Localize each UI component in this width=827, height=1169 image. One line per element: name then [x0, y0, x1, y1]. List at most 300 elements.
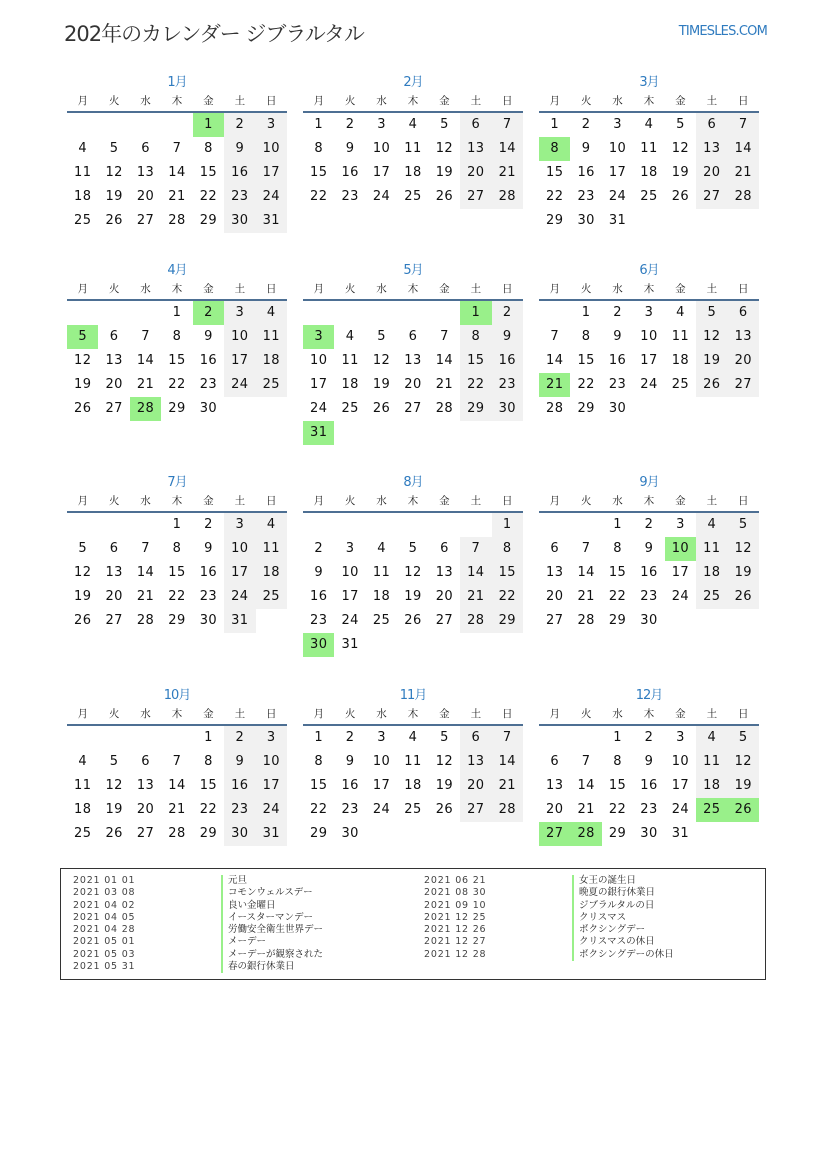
- day-cell[interactable]: 24: [310, 401, 328, 416]
- day-cell[interactable]: 27: [546, 613, 564, 628]
- day-cell[interactable]: 20: [136, 802, 155, 817]
- day-cell[interactable]: 4: [78, 141, 88, 156]
- day-cell[interactable]: 23: [640, 802, 658, 817]
- day-cell[interactable]: 22: [608, 589, 627, 604]
- day-cell[interactable]: 15: [310, 165, 328, 180]
- day-cell[interactable]: 14: [168, 778, 186, 793]
- day-cell[interactable]: 12: [696, 325, 727, 349]
- day-cell[interactable]: 24: [372, 802, 391, 817]
- holiday-day-cell[interactable]: 3: [303, 325, 334, 349]
- day-cell[interactable]: 15: [168, 353, 186, 368]
- day-cell[interactable]: 22: [199, 189, 218, 204]
- day-cell[interactable]: 25: [256, 585, 287, 609]
- day-cell[interactable]: 18: [74, 802, 92, 817]
- day-cell[interactable]: 13: [546, 778, 564, 793]
- day-cell[interactable]: 16: [199, 353, 218, 368]
- day-cell[interactable]: 10: [372, 754, 391, 769]
- day-cell[interactable]: 9: [345, 141, 355, 156]
- holiday-day-cell[interactable]: 30: [303, 633, 334, 657]
- day-cell[interactable]: 4: [696, 513, 727, 537]
- day-cell[interactable]: 17: [256, 774, 287, 798]
- day-cell[interactable]: 25: [696, 585, 727, 609]
- day-cell[interactable]: 14: [546, 353, 564, 368]
- day-cell[interactable]: 17: [372, 778, 391, 793]
- day-cell[interactable]: 6: [696, 113, 727, 137]
- day-cell[interactable]: 11: [372, 565, 391, 580]
- day-cell[interactable]: 12: [728, 750, 759, 774]
- day-cell[interactable]: 16: [577, 165, 595, 180]
- day-cell[interactable]: 19: [696, 349, 727, 373]
- day-cell[interactable]: 21: [136, 377, 155, 392]
- day-cell[interactable]: 16: [640, 778, 658, 793]
- day-cell[interactable]: 29: [199, 826, 218, 841]
- day-cell[interactable]: 25: [256, 373, 287, 397]
- day-cell[interactable]: 10: [608, 141, 627, 156]
- day-cell[interactable]: 15: [608, 565, 627, 580]
- day-cell[interactable]: 26: [435, 802, 454, 817]
- day-cell[interactable]: 23: [199, 589, 218, 604]
- day-cell[interactable]: 26: [435, 189, 454, 204]
- holiday-day-cell[interactable]: 28: [130, 397, 161, 421]
- day-cell[interactable]: 13: [136, 778, 155, 793]
- day-cell[interactable]: 10: [341, 565, 359, 580]
- day-cell[interactable]: 12: [404, 565, 422, 580]
- day-cell[interactable]: 9: [345, 754, 355, 769]
- day-cell[interactable]: 2: [581, 117, 591, 132]
- day-cell[interactable]: 29: [608, 826, 627, 841]
- day-cell[interactable]: 8: [172, 541, 182, 556]
- day-cell[interactable]: 8: [460, 325, 491, 349]
- day-cell[interactable]: 10: [256, 137, 287, 161]
- day-cell[interactable]: 27: [460, 185, 491, 209]
- day-cell[interactable]: 20: [696, 161, 727, 185]
- day-cell[interactable]: 6: [440, 541, 449, 556]
- day-cell[interactable]: 6: [141, 754, 150, 769]
- day-cell[interactable]: 14: [435, 353, 454, 368]
- day-cell[interactable]: 1: [204, 730, 213, 745]
- day-cell[interactable]: 24: [256, 798, 287, 822]
- day-cell[interactable]: 9: [204, 329, 213, 344]
- day-cell[interactable]: 3: [676, 730, 685, 745]
- day-cell[interactable]: 30: [341, 826, 359, 841]
- day-cell[interactable]: 15: [460, 349, 491, 373]
- holiday-day-cell[interactable]: 27: [539, 822, 570, 846]
- day-cell[interactable]: 5: [109, 141, 119, 156]
- day-cell[interactable]: 8: [204, 141, 213, 156]
- day-cell[interactable]: 15: [608, 778, 627, 793]
- day-cell[interactable]: 7: [141, 541, 150, 556]
- day-cell[interactable]: 22: [546, 189, 564, 204]
- day-cell[interactable]: 24: [341, 613, 359, 628]
- day-cell[interactable]: 28: [492, 185, 523, 209]
- day-cell[interactable]: 13: [460, 137, 491, 161]
- day-cell[interactable]: 19: [372, 377, 391, 392]
- day-cell[interactable]: 28: [136, 613, 155, 628]
- day-cell[interactable]: 24: [224, 373, 255, 397]
- day-cell[interactable]: 1: [172, 517, 182, 532]
- holiday-day-cell[interactable]: 28: [570, 822, 601, 846]
- day-cell[interactable]: 3: [256, 726, 287, 750]
- day-cell[interactable]: 16: [310, 589, 328, 604]
- day-cell[interactable]: 25: [404, 802, 422, 817]
- day-cell[interactable]: 31: [341, 637, 359, 652]
- day-cell[interactable]: 7: [172, 141, 182, 156]
- day-cell[interactable]: 1: [492, 513, 523, 537]
- day-cell[interactable]: 16: [199, 565, 218, 580]
- day-cell[interactable]: 10: [640, 329, 658, 344]
- day-cell[interactable]: 28: [168, 826, 186, 841]
- day-cell[interactable]: 4: [377, 541, 386, 556]
- day-cell[interactable]: 20: [460, 774, 491, 798]
- day-cell[interactable]: 21: [492, 774, 523, 798]
- day-cell[interactable]: 1: [613, 730, 622, 745]
- day-cell[interactable]: 30: [608, 401, 627, 416]
- day-cell[interactable]: 6: [141, 141, 150, 156]
- holiday-day-cell[interactable]: 2: [193, 301, 224, 325]
- holiday-day-cell[interactable]: 5: [67, 325, 98, 349]
- day-cell[interactable]: 18: [341, 377, 359, 392]
- day-cell[interactable]: 22: [460, 373, 491, 397]
- day-cell[interactable]: 20: [546, 802, 564, 817]
- day-cell[interactable]: 3: [676, 517, 685, 532]
- day-cell[interactable]: 21: [168, 802, 186, 817]
- day-cell[interactable]: 5: [728, 513, 759, 537]
- day-cell[interactable]: 9: [224, 137, 255, 161]
- day-cell[interactable]: 7: [492, 113, 523, 137]
- day-cell[interactable]: 22: [310, 189, 328, 204]
- day-cell[interactable]: 13: [546, 565, 564, 580]
- day-cell[interactable]: 17: [671, 565, 690, 580]
- day-cell[interactable]: 13: [105, 353, 123, 368]
- day-cell[interactable]: 19: [105, 802, 123, 817]
- day-cell[interactable]: 21: [577, 589, 595, 604]
- day-cell[interactable]: 26: [696, 373, 727, 397]
- day-cell[interactable]: 13: [136, 165, 155, 180]
- day-cell[interactable]: 21: [492, 161, 523, 185]
- day-cell[interactable]: 7: [581, 754, 591, 769]
- day-cell[interactable]: 14: [728, 137, 759, 161]
- day-cell[interactable]: 17: [256, 161, 287, 185]
- day-cell[interactable]: 23: [341, 189, 359, 204]
- day-cell[interactable]: 16: [608, 353, 627, 368]
- day-cell[interactable]: 27: [728, 373, 759, 397]
- day-cell[interactable]: 8: [314, 141, 324, 156]
- day-cell[interactable]: 14: [577, 565, 595, 580]
- holiday-day-cell[interactable]: 31: [303, 421, 334, 445]
- day-cell[interactable]: 24: [640, 377, 658, 392]
- day-cell[interactable]: 7: [728, 113, 759, 137]
- day-cell[interactable]: 9: [644, 754, 654, 769]
- day-cell[interactable]: 18: [671, 353, 690, 368]
- day-cell[interactable]: 13: [105, 565, 123, 580]
- day-cell[interactable]: 13: [435, 565, 454, 580]
- day-cell[interactable]: 17: [224, 349, 255, 373]
- day-cell[interactable]: 19: [671, 165, 690, 180]
- day-cell[interactable]: 3: [224, 513, 255, 537]
- day-cell[interactable]: 4: [408, 730, 418, 745]
- brand-logo[interactable]: TIMESLES.COM: [678, 24, 767, 39]
- day-cell[interactable]: 23: [199, 377, 218, 392]
- day-cell[interactable]: 26: [74, 401, 92, 416]
- day-cell[interactable]: 25: [404, 189, 422, 204]
- day-cell[interactable]: 22: [168, 589, 186, 604]
- day-cell[interactable]: 2: [644, 517, 654, 532]
- day-cell[interactable]: 18: [74, 189, 92, 204]
- day-cell[interactable]: 28: [577, 613, 595, 628]
- day-cell[interactable]: 2: [613, 305, 622, 320]
- day-cell[interactable]: 29: [608, 613, 627, 628]
- holiday-day-cell[interactable]: 21: [539, 373, 570, 397]
- day-cell[interactable]: 31: [256, 822, 287, 846]
- day-cell[interactable]: 12: [435, 141, 454, 156]
- day-cell[interactable]: 20: [435, 589, 454, 604]
- day-cell[interactable]: 26: [671, 189, 690, 204]
- day-cell[interactable]: 7: [581, 541, 591, 556]
- day-cell[interactable]: 14: [136, 353, 155, 368]
- day-cell[interactable]: 6: [109, 329, 119, 344]
- day-cell[interactable]: 21: [577, 802, 595, 817]
- day-cell[interactable]: 20: [105, 589, 123, 604]
- day-cell[interactable]: 17: [372, 165, 391, 180]
- day-cell[interactable]: 13: [460, 750, 491, 774]
- day-cell[interactable]: 4: [696, 726, 727, 750]
- holiday-day-cell[interactable]: 1: [193, 113, 224, 137]
- day-cell[interactable]: 31: [256, 209, 287, 233]
- day-cell[interactable]: 5: [676, 117, 685, 132]
- day-cell[interactable]: 31: [224, 609, 255, 633]
- day-cell[interactable]: 30: [640, 613, 658, 628]
- day-cell[interactable]: 27: [435, 613, 454, 628]
- day-cell[interactable]: 9: [204, 541, 213, 556]
- holiday-day-cell[interactable]: 10: [665, 537, 696, 561]
- day-cell[interactable]: 4: [345, 329, 355, 344]
- day-cell[interactable]: 15: [577, 353, 595, 368]
- day-cell[interactable]: 16: [224, 161, 255, 185]
- day-cell[interactable]: 15: [168, 565, 186, 580]
- day-cell[interactable]: 21: [168, 189, 186, 204]
- day-cell[interactable]: 22: [310, 802, 328, 817]
- day-cell[interactable]: 29: [310, 826, 328, 841]
- day-cell[interactable]: 30: [224, 822, 255, 846]
- day-cell[interactable]: 13: [696, 137, 727, 161]
- day-cell[interactable]: 22: [492, 585, 523, 609]
- day-cell[interactable]: 29: [460, 397, 491, 421]
- day-cell[interactable]: 29: [168, 401, 186, 416]
- day-cell[interactable]: 26: [728, 585, 759, 609]
- day-cell[interactable]: 19: [435, 165, 454, 180]
- day-cell[interactable]: 20: [460, 161, 491, 185]
- day-cell[interactable]: 2: [314, 541, 324, 556]
- day-cell[interactable]: 19: [435, 778, 454, 793]
- day-cell[interactable]: 10: [224, 325, 255, 349]
- day-cell[interactable]: 12: [105, 778, 123, 793]
- day-cell[interactable]: 22: [199, 802, 218, 817]
- day-cell[interactable]: 11: [341, 353, 359, 368]
- day-cell[interactable]: 3: [377, 730, 386, 745]
- day-cell[interactable]: 18: [372, 589, 391, 604]
- day-cell[interactable]: 1: [314, 730, 324, 745]
- day-cell[interactable]: 21: [435, 377, 454, 392]
- day-cell[interactable]: 4: [256, 301, 287, 325]
- day-cell[interactable]: 21: [136, 589, 155, 604]
- day-cell[interactable]: 9: [314, 565, 324, 580]
- day-cell[interactable]: 18: [640, 165, 658, 180]
- day-cell[interactable]: 1: [550, 117, 560, 132]
- day-cell[interactable]: 30: [199, 613, 218, 628]
- day-cell[interactable]: 30: [224, 209, 255, 233]
- day-cell[interactable]: 28: [168, 213, 186, 228]
- day-cell[interactable]: 27: [696, 185, 727, 209]
- day-cell[interactable]: 24: [671, 802, 690, 817]
- day-cell[interactable]: 11: [404, 754, 422, 769]
- day-cell[interactable]: 16: [341, 778, 359, 793]
- day-cell[interactable]: 29: [546, 213, 564, 228]
- day-cell[interactable]: 15: [546, 165, 564, 180]
- day-cell[interactable]: 1: [581, 305, 591, 320]
- holiday-day-cell[interactable]: 26: [728, 798, 759, 822]
- day-cell[interactable]: 14: [460, 561, 491, 585]
- day-cell[interactable]: 24: [671, 589, 690, 604]
- day-cell[interactable]: 28: [492, 798, 523, 822]
- day-cell[interactable]: 24: [372, 189, 391, 204]
- day-cell[interactable]: 18: [256, 349, 287, 373]
- day-cell[interactable]: 1: [314, 117, 324, 132]
- day-cell[interactable]: 6: [728, 301, 759, 325]
- day-cell[interactable]: 27: [136, 826, 155, 841]
- day-cell[interactable]: 14: [168, 165, 186, 180]
- day-cell[interactable]: 19: [74, 589, 92, 604]
- day-cell[interactable]: 10: [224, 537, 255, 561]
- day-cell[interactable]: 26: [74, 613, 92, 628]
- day-cell[interactable]: 23: [224, 798, 255, 822]
- day-cell[interactable]: 10: [372, 141, 391, 156]
- day-cell[interactable]: 19: [728, 774, 759, 798]
- day-cell[interactable]: 15: [310, 778, 328, 793]
- day-cell[interactable]: 3: [345, 541, 355, 556]
- day-cell[interactable]: 7: [550, 329, 560, 344]
- day-cell[interactable]: 23: [640, 589, 658, 604]
- day-cell[interactable]: 4: [676, 305, 685, 320]
- day-cell[interactable]: 22: [168, 377, 186, 392]
- day-cell[interactable]: 13: [404, 353, 422, 368]
- day-cell[interactable]: 30: [640, 826, 658, 841]
- day-cell[interactable]: 6: [460, 726, 491, 750]
- day-cell[interactable]: 24: [256, 185, 287, 209]
- day-cell[interactable]: 23: [341, 802, 359, 817]
- day-cell[interactable]: 21: [460, 585, 491, 609]
- day-cell[interactable]: 4: [78, 754, 88, 769]
- day-cell[interactable]: 18: [696, 774, 727, 798]
- day-cell[interactable]: 29: [199, 213, 218, 228]
- day-cell[interactable]: 20: [404, 377, 422, 392]
- day-cell[interactable]: 6: [109, 541, 119, 556]
- day-cell[interactable]: 14: [577, 778, 595, 793]
- day-cell[interactable]: 15: [492, 561, 523, 585]
- day-cell[interactable]: 11: [640, 141, 658, 156]
- day-cell[interactable]: 10: [310, 353, 328, 368]
- day-cell[interactable]: 5: [440, 117, 449, 132]
- day-cell[interactable]: 11: [74, 778, 92, 793]
- day-cell[interactable]: 12: [74, 565, 92, 580]
- day-cell[interactable]: 9: [224, 750, 255, 774]
- day-cell[interactable]: 25: [372, 613, 391, 628]
- day-cell[interactable]: 29: [168, 613, 186, 628]
- day-cell[interactable]: 29: [492, 609, 523, 633]
- day-cell[interactable]: 27: [136, 213, 155, 228]
- day-cell[interactable]: 13: [728, 325, 759, 349]
- day-cell[interactable]: 12: [372, 353, 391, 368]
- holiday-day-cell[interactable]: 8: [539, 137, 570, 161]
- day-cell[interactable]: 5: [109, 754, 119, 769]
- day-cell[interactable]: 30: [199, 401, 218, 416]
- day-cell[interactable]: 1: [613, 517, 622, 532]
- day-cell[interactable]: 12: [74, 353, 92, 368]
- day-cell[interactable]: 28: [460, 609, 491, 633]
- day-cell[interactable]: 10: [256, 750, 287, 774]
- day-cell[interactable]: 27: [460, 798, 491, 822]
- day-cell[interactable]: 23: [608, 377, 627, 392]
- day-cell[interactable]: 23: [310, 613, 328, 628]
- day-cell[interactable]: 12: [728, 537, 759, 561]
- day-cell[interactable]: 2: [224, 726, 255, 750]
- day-cell[interactable]: 26: [372, 401, 391, 416]
- day-cell[interactable]: 5: [696, 301, 727, 325]
- day-cell[interactable]: 23: [492, 373, 523, 397]
- day-cell[interactable]: 3: [377, 117, 386, 132]
- day-cell[interactable]: 11: [671, 329, 690, 344]
- day-cell[interactable]: 6: [460, 113, 491, 137]
- day-cell[interactable]: 28: [728, 185, 759, 209]
- day-cell[interactable]: 5: [408, 541, 418, 556]
- day-cell[interactable]: 16: [224, 774, 255, 798]
- day-cell[interactable]: 3: [256, 113, 287, 137]
- day-cell[interactable]: 5: [728, 726, 759, 750]
- day-cell[interactable]: 26: [404, 613, 422, 628]
- day-cell[interactable]: 25: [74, 826, 92, 841]
- day-cell[interactable]: 4: [408, 117, 418, 132]
- day-cell[interactable]: 24: [608, 189, 627, 204]
- day-cell[interactable]: 26: [105, 826, 123, 841]
- day-cell[interactable]: 9: [613, 329, 622, 344]
- day-cell[interactable]: 11: [696, 750, 727, 774]
- day-cell[interactable]: 8: [314, 754, 324, 769]
- day-cell[interactable]: 30: [492, 397, 523, 421]
- day-cell[interactable]: 31: [608, 213, 627, 228]
- day-cell[interactable]: 7: [492, 726, 523, 750]
- day-cell[interactable]: 4: [256, 513, 287, 537]
- day-cell[interactable]: 2: [644, 730, 654, 745]
- day-cell[interactable]: 11: [256, 537, 287, 561]
- day-cell[interactable]: 25: [74, 213, 92, 228]
- day-cell[interactable]: 16: [640, 565, 658, 580]
- day-cell[interactable]: 25: [341, 401, 359, 416]
- day-cell[interactable]: 23: [577, 189, 595, 204]
- day-cell[interactable]: 8: [492, 537, 523, 561]
- day-cell[interactable]: 14: [136, 565, 155, 580]
- day-cell[interactable]: 25: [640, 189, 658, 204]
- day-cell[interactable]: 1: [172, 305, 182, 320]
- day-cell[interactable]: 5: [440, 730, 449, 745]
- day-cell[interactable]: 27: [404, 401, 422, 416]
- day-cell[interactable]: 9: [581, 141, 591, 156]
- day-cell[interactable]: 5: [377, 329, 386, 344]
- day-cell[interactable]: 16: [341, 165, 359, 180]
- day-cell[interactable]: 27: [105, 401, 123, 416]
- day-cell[interactable]: 19: [404, 589, 422, 604]
- day-cell[interactable]: 6: [550, 754, 560, 769]
- day-cell[interactable]: 8: [172, 329, 182, 344]
- day-cell[interactable]: 24: [224, 585, 255, 609]
